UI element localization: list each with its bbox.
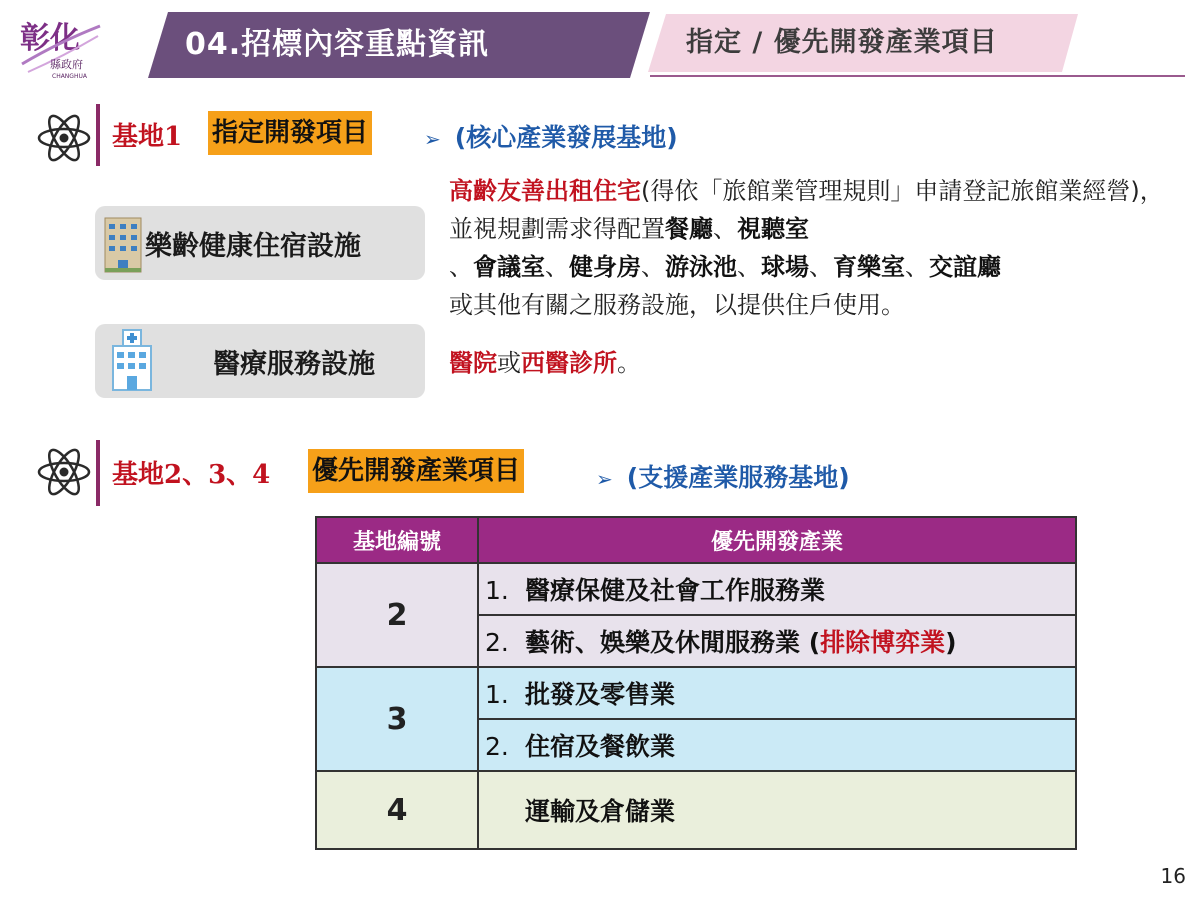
section1-tag: 指定開發項目 [208, 111, 372, 155]
table-header-cell: 優先開發產業 [478, 517, 1076, 563]
table-row [316, 667, 1076, 719]
desc-bold: 球場 [761, 253, 809, 281]
section2-label: 基地2、3、4 [112, 460, 271, 490]
page-title: 04.招標內容重點資訊 [185, 27, 490, 62]
section2-tag: 優先開發產業項目 [308, 449, 524, 493]
section-divider-bar [96, 104, 100, 166]
facility-box-medical [95, 324, 425, 398]
item-number: 1. [485, 680, 509, 709]
arrow-bullet-icon: ➢ [596, 467, 613, 491]
desc-text: 或其他有關之服務設施，以提供住戶使用。 [449, 291, 905, 319]
table-row [316, 771, 1076, 849]
desc-bold: 游泳池 [665, 253, 737, 281]
desc-highlight: 西醫診所 [521, 349, 617, 377]
desc-highlight: 高齡友善出租住宅 [449, 177, 641, 205]
facility1-label: 樂齡健康住宿設施 [145, 231, 361, 262]
page-number: 16 [1160, 864, 1186, 888]
facility-box-senior-housing [95, 206, 425, 280]
facility2-label: 醫療服務設施 [213, 349, 375, 380]
logo-main-text: 彰化 [20, 21, 80, 56]
table-header-cell: 基地編號 [316, 517, 478, 563]
hospital-building-icon [109, 328, 155, 392]
site-number-cell: 2 [316, 563, 478, 667]
industry-text: 藝術、娛樂及休閒服務業 ( [525, 628, 821, 657]
site-number-cell: 3 [316, 667, 478, 771]
industry-text: 批發及零售業 [525, 680, 676, 709]
desc-separator: 、 [545, 253, 569, 281]
priority-industry-table [315, 516, 1077, 850]
industry-cell [478, 719, 1076, 771]
table-row [316, 563, 1076, 615]
section2-subtitle [596, 458, 850, 494]
desc-text: 。 [617, 349, 641, 377]
facility1-description [449, 172, 1164, 324]
header-divider [650, 75, 1185, 77]
desc-bold: 視聽室 [737, 215, 809, 243]
industry-text: 醫療保健及社會工作服務業 [525, 576, 826, 605]
atom-icon [36, 110, 92, 166]
section1-label: 基地1 [112, 122, 183, 152]
industry-cell [478, 667, 1076, 719]
desc-bold: 育樂室 [833, 253, 905, 281]
industry-cell [478, 615, 1076, 667]
atom-icon [36, 444, 92, 500]
changhua-county-logo [14, 12, 104, 84]
facility2-description [449, 344, 641, 382]
arrow-bullet-icon: ➢ [424, 127, 441, 151]
industry-cell [478, 563, 1076, 615]
desc-separator: 、 [905, 253, 929, 281]
section2-subtitle-text: (支援產業服務基地) [626, 463, 850, 492]
industry-text: 住宿及餐飲業 [525, 732, 676, 761]
industry-text: 運輸及倉儲業 [525, 797, 676, 826]
desc-separator: 、 [809, 253, 833, 281]
desc-separator: 、 [641, 253, 665, 281]
industry-cell [478, 771, 1076, 849]
logo-sub-text: 縣政府 [50, 58, 83, 71]
section1-subtitle [424, 118, 678, 154]
desc-text: (得依「旅館業管理規則」申請登記旅館業經營)，並視規劃需求得配置 [449, 177, 1164, 243]
desc-highlight: 醫院 [449, 349, 497, 377]
item-number: 2. [485, 732, 509, 761]
section1-subtitle-text: (核心產業發展基地) [454, 123, 678, 152]
desc-text: 或 [497, 349, 521, 377]
logo-latin-text: CHANGHUA [52, 73, 87, 80]
item-number: 1. [485, 576, 509, 605]
desc-separator: 、 [737, 253, 761, 281]
desc-bold: 餐廳 [665, 215, 713, 243]
page-subtitle: 指定 / 優先開發產業項目 [686, 27, 998, 58]
site-number-cell: 4 [316, 771, 478, 849]
apartment-building-icon [103, 216, 143, 274]
desc-separator: 、 [713, 215, 737, 243]
industry-text: ) [945, 628, 957, 657]
industry-exclusion-text: 排除博弈業 [820, 628, 946, 657]
desc-bold: 健身房 [569, 253, 641, 281]
desc-separator: 、 [449, 253, 473, 281]
desc-bold: 會議室 [473, 253, 545, 281]
table-header-row [316, 517, 1076, 563]
item-number: 2. [485, 628, 509, 657]
section-divider-bar [96, 440, 100, 506]
desc-bold: 交誼廳 [929, 253, 1001, 281]
